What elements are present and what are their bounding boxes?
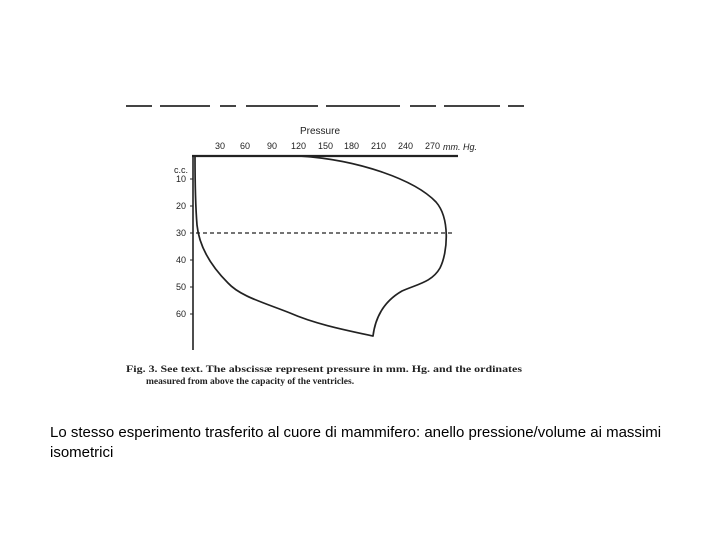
volume-tick-label: 30 — [176, 228, 187, 238]
pressure-tick-label: 240 — [398, 141, 414, 151]
pressure-tick-label: 30 — [215, 141, 226, 151]
figure-caption-line-1: Fig. 3. See text. The abscissæ represent pressure in mm. Hg. and the ordinates — [126, 365, 523, 375]
pressure-tick-label: 180 — [344, 141, 360, 151]
pressure-tick-label: 150 — [318, 141, 334, 151]
figure-caption-line-2: measured from above the capacity of the ventricles. — [146, 377, 355, 387]
pressure-tick-label: 270 — [425, 141, 441, 151]
pressure-tick-label: 120 — [291, 141, 307, 151]
pressure-tick-labels — [215, 141, 477, 152]
volume-tick-labels — [176, 174, 186, 319]
pressure-volume-loop — [195, 156, 446, 336]
pressure-tick-label: 210 — [371, 141, 387, 151]
volume-unit-label: c.c. — [174, 165, 189, 175]
pressure-tick-label: 60 — [240, 141, 251, 151]
volume-tick-label: 40 — [176, 255, 187, 265]
slide-caption: Lo stesso esperimento trasferito al cuore di mammifero: anello pressione/volume ai massimi isometrici — [50, 424, 662, 461]
volume-tick-label: 10 — [176, 174, 187, 184]
volume-tick-label: 50 — [176, 282, 187, 292]
pressure-unit-label: mm. Hg. — [443, 142, 478, 152]
volume-tick-label: 20 — [176, 201, 187, 211]
volume-tick-label: 60 — [176, 309, 187, 319]
pressure-tick-label: 90 — [267, 141, 278, 151]
pressure-axis-title: Pressure — [300, 126, 341, 137]
